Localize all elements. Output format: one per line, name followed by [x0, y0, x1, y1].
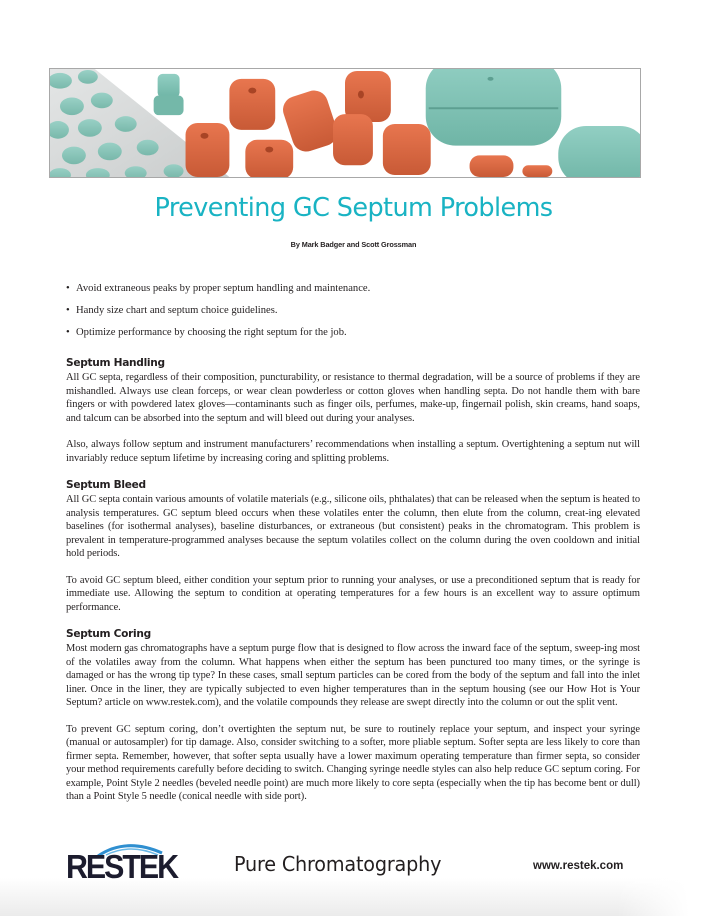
page-title: Preventing GC Septum Problems: [154, 193, 553, 223]
bullet-text: Handy size chart and septum choice guidelines.: [76, 305, 278, 316]
byline: By Mark Badger and Scott Grossman: [290, 240, 417, 249]
key-points-list: [66, 282, 370, 348]
paragraph: To prevent GC septum coring, don’t overtighten the septum nut, be sure to routinely replace your septum, and inspect your syringe (manual or autosampler) for tip damage. Also, consider switching to a softer, more pliable septum. Softer septa are less likely to core than firmer septa. Remember, however, that softer septa usually have a lower maximum operating temperature than firmer septa, so consider your method requirements carefully before deciding to switch. Changing syringe needle styles can also help reduce GC septum coring. For example, Point Style 2 needles (beveled needle point) are much more likely to core septa (especially when the tip has become bent or dull) than a Point Style 5 needle (conical needle with side port).: [66, 723, 640, 802]
website-link[interactable]: www.restek.com: [533, 860, 624, 872]
article-body: [66, 356, 640, 817]
paragraph: All GC septa contain various amounts of volatile materials (e.g., silicone oils, phthalates) that can be released when the septum is heated to analysis temperatures. GC septum bleed occurs when these volatiles enter the column, then elute from the column, creat-ing elevated baselines (for isothermal analyses), baseline disturbances, or extraneous (but consistent) peaks in the chromatogram. This problem is prevalent in temperature-programmed analyses because the septum volatiles collect on the column during the oven cooldown and initial hold periods.: [66, 494, 640, 559]
paragraph: All GC septa, regardless of their composition, puncturability, or resistance to thermal degradation, will be a source of problems if they are mishandled. Always use clean forceps, or wear clean powderless or cotton gloves when handling septa. Do not handle them with bare fingers or with powdered latex gloves—contaminants such as finger oils, perfumes, make-up, fingernail polish, skin creams, hand soaps, and talcum can be absorbed into the septum and will bleed out during your analyses.: [66, 372, 640, 424]
section-heading: Septum Coring: [66, 628, 151, 640]
section-septum-bleed: [66, 478, 640, 614]
paragraph: Most modern gas chromatographs have a septum purge flow that is designed to flow across the inward face of the septum, sweep-ing most of the volatiles away from the column. What happens when either the septum has been punctured too many times, or the syringe is damaged or has the wrong tip type? In these cases, small septum particles can be cored from the body of the septum and fall into the inlet liner. Once in the liner, they are typically subjected to even higher temperatures than in the septum housing (see our How Hot is Your Septum? article on www.restek.com), and the volatile compounds they release are swept directly into the column or out the split vent.: [66, 643, 640, 708]
teal-septa: [426, 69, 640, 177]
section-septum-handling: [66, 356, 640, 465]
bullet-icon: •: [66, 283, 70, 294]
bullet-icon: •: [66, 305, 70, 316]
bullet-icon: •: [66, 327, 70, 338]
list-item: [66, 326, 370, 348]
paragraph: To avoid GC septum bleed, either condition your septum prior to running your analyses, or use a preconditioned septum that is ready for immediate use. Allowing the septum to condition at operating temperatures for a few hours is an excellent way to assure optimum performance.: [66, 574, 640, 613]
list-item: [66, 304, 370, 326]
list-item: [66, 282, 370, 304]
teal-plug: [158, 74, 180, 98]
logo-text: RESTEK: [66, 848, 178, 885]
septa-photo-illustration: [50, 69, 640, 177]
paragraph: Also, always follow septum and instrument manufacturers’ recommendations when installing a septum. Overtightening a septum nut will invariably reduce septum lifetime by increasing coring and splitting problems.: [66, 439, 640, 464]
section-septum-coring: [66, 627, 640, 804]
restek-logo: [66, 841, 191, 883]
section-heading: Septum Handling: [66, 357, 165, 369]
section-heading: Septum Bleed: [66, 479, 146, 491]
tagline: Pure Chromatography: [234, 852, 442, 876]
bullet-text: Avoid extraneous peaks by proper septum handling and maintenance.: [76, 283, 371, 294]
banner-photo: [49, 68, 641, 178]
bullet-text: Optimize performance by choosing the right septum for the job.: [76, 327, 347, 338]
